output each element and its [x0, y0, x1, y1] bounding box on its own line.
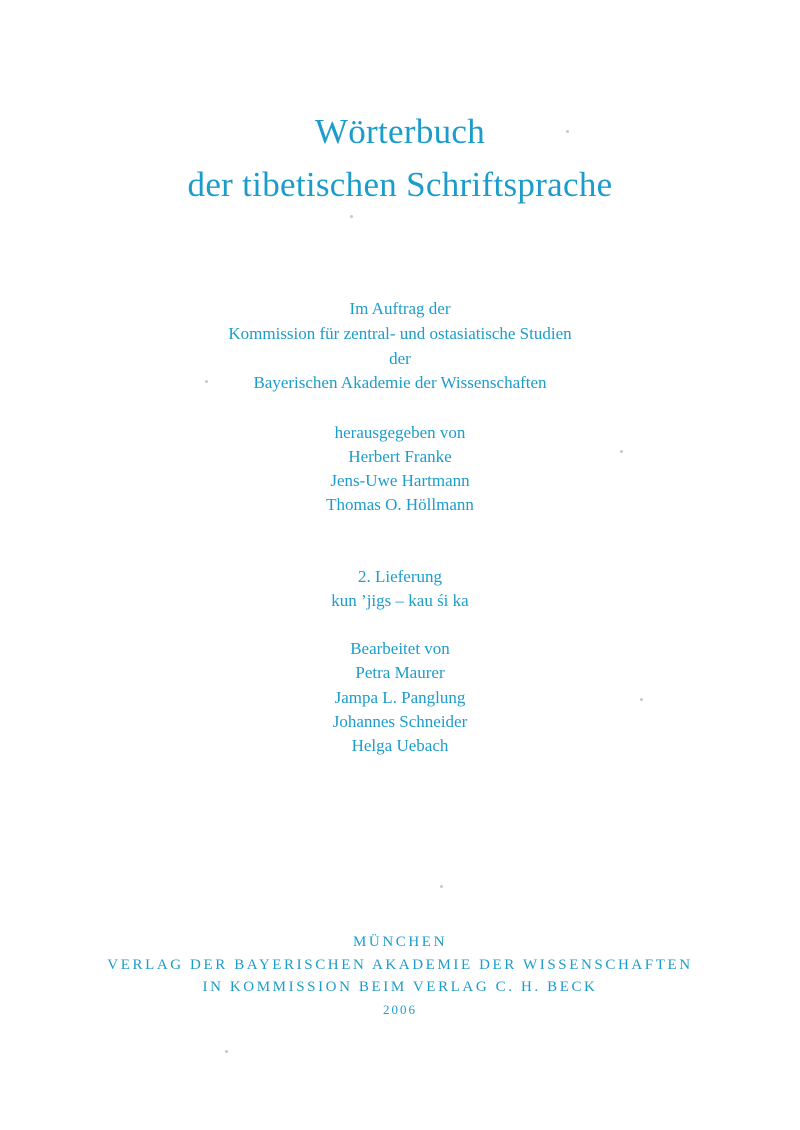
editors-intro: herausgegeben von [334, 423, 466, 442]
paper-speck [205, 380, 208, 383]
imprint-commission: IN KOMMISSION BEIM VERLAG C. H. BECK [202, 979, 598, 995]
book-title-line-1: Wörterbuch [314, 112, 486, 151]
editor-name: Thomas O. Höllmann [326, 495, 474, 514]
compiler-name: Petra Maurer [355, 663, 445, 682]
imprint-publisher: VERLAG DER BAYERISCHEN AKADEMIE DER WISSENSCHAFTEN [107, 957, 693, 973]
editor-name: Jens-Uwe Hartmann [330, 471, 470, 490]
paper-speck [566, 130, 569, 133]
paper-speck [225, 1050, 228, 1053]
imprint-year: 2006 [383, 1002, 417, 1017]
compiler-name: Johannes Schneider [332, 712, 468, 731]
paper-speck [440, 885, 443, 888]
paper-speck [350, 215, 353, 218]
editor-name: Herbert Franke [348, 447, 452, 466]
installment-range: kun ’jigs – kau śi ka [331, 591, 469, 610]
book-title-line-2: der tibetischen Schriftsprache [187, 165, 613, 204]
paper-speck [640, 698, 643, 701]
commission-line-2: Kommission für zentral- und ostasiatische Studien [228, 324, 572, 343]
commission-line-1: Im Auftrag der [349, 299, 451, 318]
commission-line-4: Bayerischen Akademie der Wissenschaften [253, 373, 547, 392]
imprint-city: MÜNCHEN [352, 934, 448, 950]
compiler-name: Helga Uebach [351, 736, 449, 755]
commission-line-3: der [389, 349, 411, 368]
compilers-intro: Bearbeitet von [350, 639, 450, 658]
installment-label: 2. Lieferung [357, 567, 443, 586]
compiler-name: Jampa L. Panglung [334, 688, 466, 707]
paper-speck [620, 450, 623, 453]
